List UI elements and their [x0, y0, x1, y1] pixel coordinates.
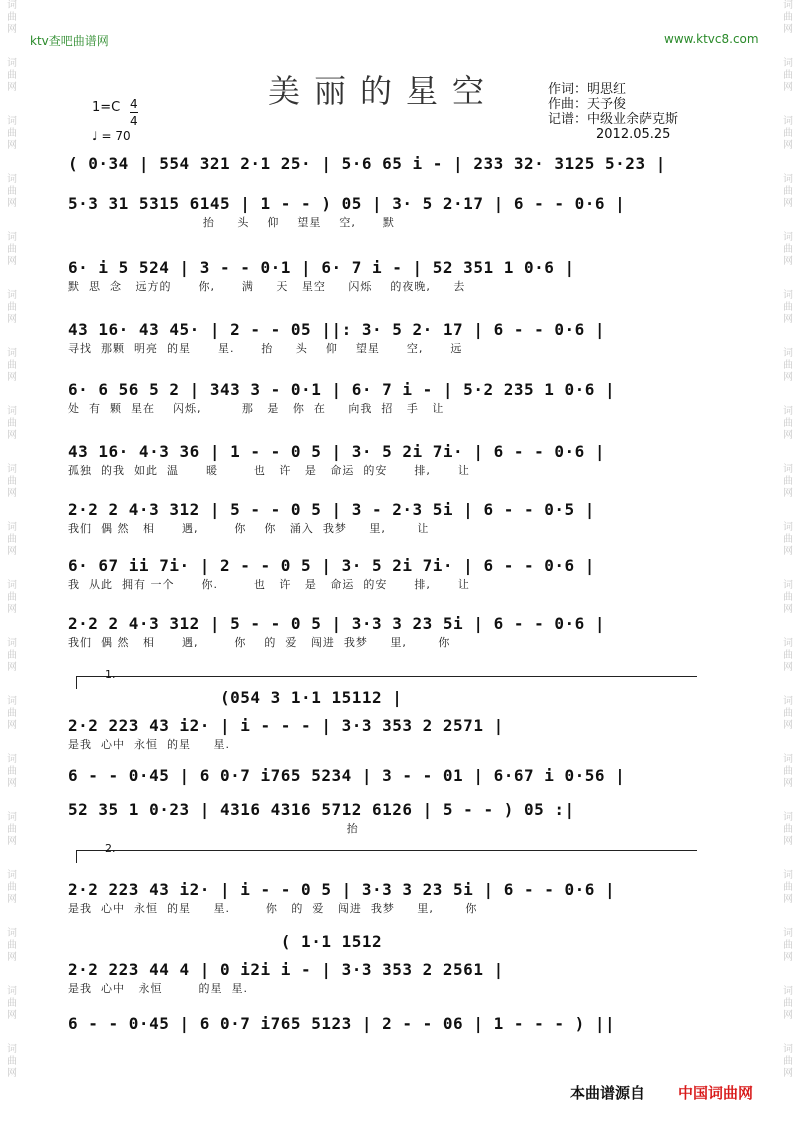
staff-system — [68, 554, 736, 592]
tempo-marking: ♩ = 70 — [92, 129, 131, 143]
notation-line: 6· i 5 524 | 3 - - 0·1 | 6· 7 i - | 52 351 1 0·6 | — [68, 258, 575, 277]
time-top: 4 — [130, 97, 138, 111]
watermark-text: 词 曲 网 — [783, 754, 793, 789]
staff-system — [68, 318, 736, 356]
notation-line: 6 - - 0·45 | 6 0·7 i765 5234 | 3 - - 01 | 6·67 i 0·56 | — [68, 766, 626, 785]
watermark-text: 词 曲 网 — [783, 928, 793, 963]
notation-line: 2·2 223 44 4 | 0 i2i i - | 3·3 353 2 2561 | — [68, 960, 504, 979]
watermark-text: 词 曲 网 — [783, 464, 793, 499]
watermark-text: 词 曲 网 — [783, 174, 793, 209]
composer: 作曲：天予俊 — [548, 97, 627, 112]
key-signature: 1=C — [92, 100, 121, 115]
time-signature — [130, 96, 138, 129]
notation-line: 43 16· 43 45· | 2 - - 05 ||: 3· 5 2· 17 | 6 - - 0·6 | — [68, 320, 606, 339]
watermark-text: 词 曲 网 — [7, 696, 17, 731]
watermark-text: 词 曲 网 — [783, 0, 793, 35]
notation-line: 6· 67 ii 7i· | 2 - - 0 5 | 3· 5 2i 7i· | 6 - - 0·6 | — [68, 556, 595, 575]
notation-line: ( 1·1 1512 — [68, 932, 383, 951]
song-title: 美丽的星空 — [268, 72, 499, 110]
watermark-text: 词 曲 网 — [783, 348, 793, 383]
staff-system — [68, 1012, 736, 1050]
watermark-text: 词 曲 网 — [7, 290, 17, 325]
second-ending-label: 2. — [105, 842, 116, 855]
watermark-text: 词 曲 网 — [7, 986, 17, 1021]
watermark-text: 词 曲 网 — [7, 580, 17, 615]
watermark-text: 词 曲 网 — [7, 116, 17, 151]
watermark-text: 词 曲 网 — [783, 116, 793, 151]
lyric-line: 是我 心中 永恒 的星 星. 你 的 爱 闯进 我梦 里, 你 — [68, 902, 478, 915]
lyric-line: 我 从此 拥有 一个 你. 也 许 是 命运 的安 排, 让 — [68, 578, 470, 591]
notation-line: 2·2 2 4·3 312 | 5 - - 0 5 | 3·3 3 23 5i | 6 - - 0·6 | — [68, 614, 606, 633]
source-label: 本曲谱源自 — [570, 1084, 646, 1102]
watermark-text: 词 曲 网 — [783, 1044, 793, 1079]
lyric-line: 抬 头 仰 望星 空, 默 — [68, 216, 395, 229]
right-watermark — [776, 0, 800, 1130]
watermark-text: 词 曲 网 — [7, 522, 17, 557]
watermark-text: 词 曲 网 — [7, 0, 17, 35]
staff-system — [68, 256, 736, 294]
notation-line: ( 0·34 | 554 321 2·1 25· | 5·6 65 i - | 233 32· 3125 5·23 | — [68, 154, 666, 173]
watermark-text: 词 曲 网 — [783, 232, 793, 267]
watermark-text: 词 曲 网 — [783, 522, 793, 557]
lyric-line: 是我 心中 永恒 的星 星. — [68, 738, 230, 751]
notation-line: 5·3 31 5315 6145 | 1 - - ) 05 | 3· 5 2·17 | 6 - - 0·6 | — [68, 194, 626, 213]
watermark-text: 词 曲 网 — [7, 348, 17, 383]
watermark-text: 词 曲 网 — [783, 638, 793, 673]
staff-system — [68, 958, 736, 996]
watermark-text: 词 曲 网 — [7, 232, 17, 267]
staff-system — [68, 612, 736, 650]
watermark-text: 词 曲 网 — [7, 464, 17, 499]
watermark-text: 词 曲 网 — [783, 696, 793, 731]
lyric-line: 抬 — [68, 822, 359, 835]
lyric-line: 我们 偶 然 相 遇, 你 的 爱 闯进 我梦 里, 你 — [68, 636, 451, 649]
lyric-line: 默 思 念 远方的 你, 满 天 星空 闪烁 的夜晚, 去 — [68, 280, 466, 293]
watermark-text: 词 曲 网 — [783, 870, 793, 905]
watermark-text: 词 曲 网 — [783, 986, 793, 1021]
first-ending-label: 1. — [105, 668, 116, 681]
watermark-text: 词 曲 网 — [783, 580, 793, 615]
lyric-line: 是我 心中 永恒 的星 星. — [68, 982, 248, 995]
watermark-text: 词 曲 网 — [7, 174, 17, 209]
second-ending-bracket — [76, 842, 697, 863]
credits — [548, 82, 678, 142]
staff-system — [68, 440, 736, 478]
staff-system — [68, 764, 736, 802]
watermark-text: 词 曲 网 — [7, 812, 17, 847]
lyric-line — [68, 176, 736, 190]
notation-line: 6· 6 56 5 2 | 343 3 - 0·1 | 6· 7 i - | 5·2 235 1 0·6 | — [68, 380, 616, 399]
notation-line: 52 35 1 0·23 | 4316 4316 5712 6126 | 5 - - ) 05 :| — [68, 800, 575, 819]
date: 2012.05.25 — [596, 127, 671, 142]
notation-line: 2·2 2 4·3 312 | 5 - - 0 5 | 3 - 2·3 5i | 6 - - 0·5 | — [68, 500, 595, 519]
watermark-text: 词 曲 网 — [7, 870, 17, 905]
staff-system — [68, 498, 736, 536]
notation-line: 43 16· 4·3 36 | 1 - - 0 5 | 3· 5 2i 7i· | 6 - - 0·6 | — [68, 442, 606, 461]
transcriber: 记谱：中级业余萨克斯 — [548, 112, 679, 127]
site-link-left[interactable]: ktv查吧曲谱网 — [30, 34, 109, 48]
watermark-text: 词 曲 网 — [7, 638, 17, 673]
notation-line: 6 - - 0·45 | 6 0·7 i765 5123 | 2 - - 06 | 1 - - - ) || — [68, 1014, 616, 1033]
notation-line: 2·2 223 43 i2· | i - - 0 5 | 3·3 3 23 5i | 6 - - 0·6 | — [68, 880, 616, 899]
lyric-line: 寻找 那颗 明亮 的星 星. 抬 头 仰 望星 空, 远 — [68, 342, 463, 355]
staff-system — [68, 878, 736, 916]
watermark-text: 词 曲 网 — [783, 406, 793, 441]
lyric-line: 孤独 的我 如此 温 暖 也 许 是 命运 的安 排, 让 — [68, 464, 470, 477]
notation-line: (054 3 1·1 15112 | — [68, 688, 403, 707]
brand-link[interactable]: 中国词曲网 — [678, 1084, 754, 1102]
staff-system — [68, 192, 736, 230]
time-bottom: 4 — [130, 114, 138, 128]
watermark-text: 词 曲 网 — [7, 928, 17, 963]
watermark-text: 词 曲 网 — [7, 406, 17, 441]
watermark-text: 词 曲 网 — [783, 812, 793, 847]
watermark-text: 词 曲 网 — [783, 290, 793, 325]
staff-system — [68, 378, 736, 416]
lyric-line — [68, 1036, 736, 1050]
left-watermark — [0, 0, 24, 1130]
watermark-text: 词 曲 网 — [7, 58, 17, 93]
watermark-text: 词 曲 网 — [7, 754, 17, 789]
lyric-line: 我们 偶 然 相 遇, 你 你 涌入 我梦 里, 让 — [68, 522, 430, 535]
lyric-line: 处 有 颗 星在 闪烁, 那 是 你 在 向我 招 手 让 — [68, 402, 445, 415]
lyricist: 作词：明思红 — [548, 82, 627, 97]
staff-system — [68, 152, 736, 190]
watermark-text: 词 曲 网 — [7, 1044, 17, 1079]
staff-system — [68, 798, 736, 836]
site-link-right[interactable]: www.ktvc8.com — [664, 32, 759, 46]
watermark-text: 词 曲 网 — [783, 58, 793, 93]
staff-system — [68, 714, 736, 752]
notation-line: 2·2 223 43 i2· | i - - - | 3·3 353 2 2571 | — [68, 716, 504, 735]
